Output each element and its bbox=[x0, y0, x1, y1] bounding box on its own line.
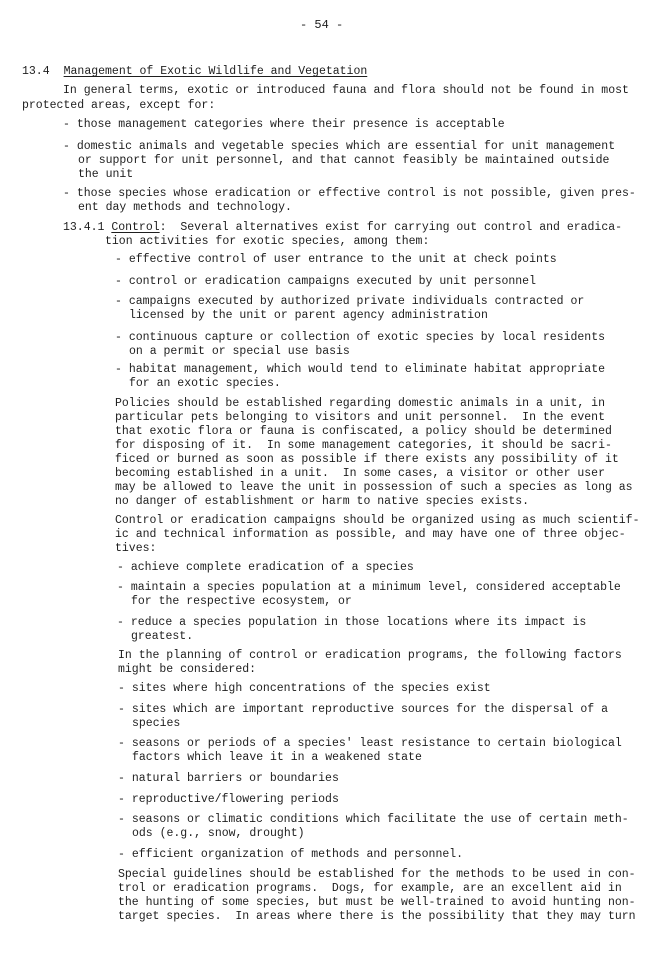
paragraph-planning bbox=[118, 649, 622, 677]
text-line: might be considered: bbox=[118, 663, 257, 676]
list-item bbox=[115, 363, 605, 391]
bullet-dash: - bbox=[118, 737, 125, 750]
list-item bbox=[117, 561, 414, 575]
bullet-dash: - bbox=[118, 682, 125, 695]
bullet-dash: - bbox=[115, 275, 122, 288]
text-line: the hunting of some species, but must be well-trained to avoid hunting non- bbox=[118, 896, 636, 909]
text-line: ficed or burned as soon as possible if there exists any possibility of it bbox=[115, 453, 619, 466]
text-line: the unit bbox=[78, 168, 134, 181]
bullet-dash: - bbox=[118, 703, 125, 716]
list-item bbox=[115, 253, 557, 267]
bullet-dash: - bbox=[118, 848, 125, 861]
text-line: licensed by the unit or parent agency administration bbox=[129, 309, 488, 322]
bullet-dash: - bbox=[118, 772, 125, 785]
list-item bbox=[115, 295, 584, 323]
text-line: ods (e.g., snow, drought) bbox=[132, 827, 305, 840]
text-line: for an exotic species. bbox=[129, 377, 281, 390]
list-item bbox=[63, 118, 505, 132]
text-line: ent day methods and technology. bbox=[78, 201, 292, 214]
text-line: trol or eradication programs. Dogs, for example, are an excellent aid in bbox=[118, 882, 622, 895]
text-line: Policies should be established regarding domestic animals in a unit, in bbox=[115, 397, 605, 410]
text-line: greatest. bbox=[131, 630, 194, 643]
bullet-dash: - bbox=[118, 793, 125, 806]
list-item bbox=[118, 737, 622, 765]
list-item bbox=[115, 275, 536, 289]
list-item bbox=[63, 187, 636, 215]
text-line: domestic animals and vegetable species which are essential for unit management bbox=[76, 140, 616, 153]
text-line: control or eradication campaigns executed by unit personnel bbox=[128, 275, 536, 288]
list-item bbox=[117, 581, 621, 609]
text-line: seasons or periods of a species' least resistance to certain biological bbox=[131, 737, 622, 750]
bullet-dash: - bbox=[117, 561, 124, 574]
text-line: reduce a species population in those locations where its impact is bbox=[130, 616, 587, 629]
text-line: natural barriers or boundaries bbox=[131, 772, 339, 785]
text-line: on a permit or special use basis bbox=[129, 345, 350, 358]
text-line: campaigns executed by authorized private individuals contracted or bbox=[128, 295, 585, 308]
list-item bbox=[118, 682, 491, 696]
bullet-dash: - bbox=[115, 295, 122, 308]
text-line: effective control of user entrance to the unit at check points bbox=[128, 253, 557, 266]
text-line: for the respective ecosystem, or bbox=[131, 595, 352, 608]
subsection-number: 13.4.1 bbox=[63, 221, 105, 234]
list-item bbox=[117, 616, 586, 644]
text-line: Control or eradication campaigns should be organized using as much scientif- bbox=[115, 514, 640, 527]
bullet-dash: - bbox=[115, 253, 122, 266]
bullet-dash: - bbox=[63, 140, 70, 153]
text-line: becoming established in a unit. In some cases, a visitor or other user bbox=[115, 467, 605, 480]
text-line: maintain a species population at a minimum level, considered acceptable bbox=[130, 581, 621, 594]
text-line: target species. In areas where there is the possibility that they may turn bbox=[118, 910, 636, 923]
list-item bbox=[118, 772, 339, 786]
text-line: sites where high concentrations of the species exist bbox=[131, 682, 491, 695]
paragraph-campaigns bbox=[115, 514, 640, 556]
page-number: - 54 - bbox=[300, 18, 344, 32]
text-line: species bbox=[132, 717, 181, 730]
bullet-dash: - bbox=[118, 813, 125, 826]
text-line: tion activities for exotic species, among them: bbox=[105, 235, 430, 248]
text-line: or support for unit personnel, and that cannot feasibly be maintained outside bbox=[78, 154, 610, 167]
text-line: continuous capture or collection of exotic species by local residents bbox=[128, 331, 605, 344]
text-line: ic and technical information as possible, and may have one of three objec- bbox=[115, 528, 626, 541]
text-line: Several alternatives exist for carrying out control and eradica- bbox=[180, 221, 623, 234]
text-line: habitat management, which would tend to eliminate habitat appropriate bbox=[128, 363, 605, 376]
bullet-dash: - bbox=[115, 363, 122, 376]
text-line: efficient organization of methods and personnel. bbox=[131, 848, 464, 861]
text-line: that exotic flora or fauna is confiscated, a policy should be determined bbox=[115, 425, 612, 438]
text-line: In the planning of control or eradication programs, the following factors bbox=[118, 649, 622, 662]
text-line: In general terms, exotic or introduced fauna and flora should not be found in most bbox=[63, 84, 629, 97]
paragraph-policies bbox=[115, 397, 633, 509]
bullet-dash: - bbox=[63, 187, 70, 200]
list-item bbox=[118, 793, 339, 807]
text-line: those management categories where their presence is acceptable bbox=[76, 118, 505, 131]
text-line: achieve complete eradication of a species bbox=[130, 561, 414, 574]
text-line: Special guidelines should be established for the methods to be used in con- bbox=[118, 868, 636, 881]
paragraph-special bbox=[118, 868, 636, 924]
text-line: no danger of establishment or harm to native species exists. bbox=[115, 495, 530, 508]
text-line: factors which leave it in a weakened state bbox=[132, 751, 422, 764]
text-line: those species whose eradication or effective control is not possible, given pres- bbox=[76, 187, 636, 200]
bullet-dash: - bbox=[63, 118, 70, 131]
text-line: sites which are important reproductive sources for the dispersal of a bbox=[131, 703, 608, 716]
bullet-dash: - bbox=[117, 616, 124, 629]
list-item bbox=[63, 140, 615, 182]
text-line: reproductive/flowering periods bbox=[131, 793, 339, 806]
section-heading bbox=[22, 65, 367, 79]
text-line: seasons or climatic conditions which facilitate the use of certain meth- bbox=[131, 813, 629, 826]
text-line: particular pets belonging to visitors and unit personnel. In the event bbox=[115, 411, 605, 424]
list-item bbox=[118, 703, 608, 731]
text-line: may be allowed to leave the unit in possession of such a species as long as bbox=[115, 481, 633, 494]
list-item bbox=[115, 331, 605, 359]
text-line: protected areas, except for: bbox=[22, 99, 216, 112]
subsection-title: Control bbox=[111, 221, 160, 234]
bullet-dash: - bbox=[115, 331, 122, 344]
bullet-dash: - bbox=[117, 581, 124, 594]
section-number: 13.4 bbox=[22, 65, 50, 78]
section-intro bbox=[22, 83, 629, 113]
list-item bbox=[118, 813, 629, 841]
list-item bbox=[118, 848, 463, 862]
text-line: tives: bbox=[115, 542, 157, 555]
subsection-heading: 13.4.1 Control: Several alternatives exist for carrying out control and eradica- tion activities for exotic species, among them: bbox=[63, 221, 623, 248]
section-title: Management of Exotic Wildlife and Vegetation bbox=[63, 65, 368, 78]
text-line: for disposing of it. In some management categories, it should be sacri- bbox=[115, 439, 612, 452]
